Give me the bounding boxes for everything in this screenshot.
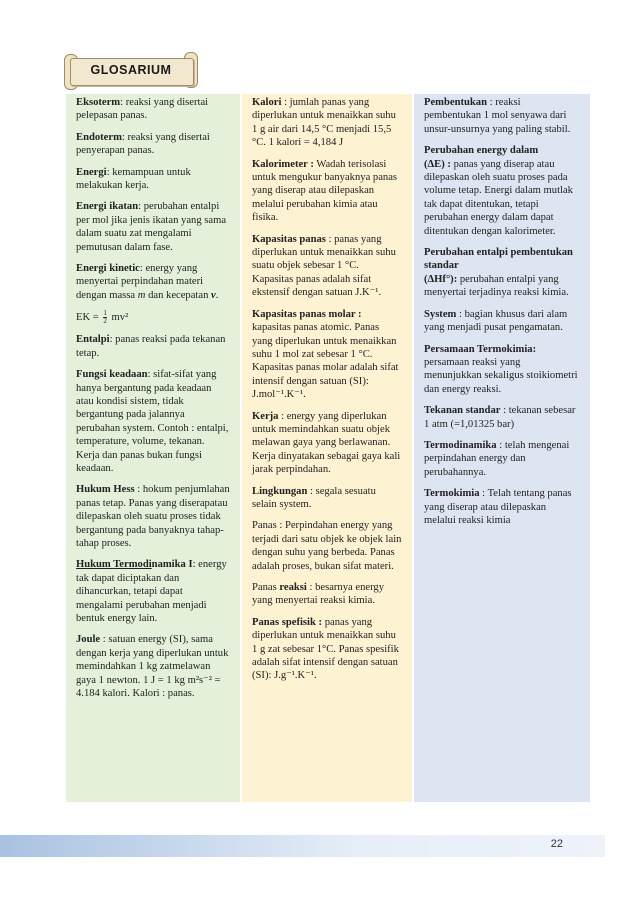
- entry-panas-reaksi: [252, 581, 402, 608]
- entry-energi-kinetic: [76, 262, 230, 302]
- term: Termodinamika: [424, 439, 497, 451]
- definition: : reaksi yang disertai penyerapan panas.: [76, 131, 210, 157]
- entry-energi: [76, 166, 230, 193]
- entry-termokimia: [424, 487, 580, 527]
- entry-panas: [252, 519, 402, 573]
- term: Termokimia: [424, 488, 480, 500]
- entry-tekanan-standar: [424, 404, 580, 431]
- term: Perubahan energy dalam: [424, 145, 539, 157]
- term: Panas spefisik :: [252, 616, 323, 628]
- term: reaksi: [279, 582, 307, 593]
- definition: : reaksi yang disertai pelepasan panas.: [76, 97, 209, 122]
- entry-termodinamika: [424, 439, 580, 479]
- entry-hukum-hess: [76, 483, 230, 550]
- definition: : bagian khusus dari alam yang menjadi pusat pengamatan.: [424, 308, 568, 334]
- entry-system: [424, 308, 580, 335]
- term: Joule: [76, 634, 101, 646]
- fraction-half: [103, 310, 107, 325]
- entry-joule: [76, 633, 230, 700]
- term-part: Termodi: [113, 559, 152, 571]
- formula-ek: [76, 310, 230, 325]
- entry-endoterm: [76, 131, 230, 158]
- definition: : reaksi pembentukan 1 mol senyawa dari unsur-unsurnya yang paling stabil.: [424, 97, 571, 135]
- definition-end: .: [215, 289, 219, 301]
- term: Lingkungan: [252, 485, 308, 497]
- term: Kapasitas panas molar :: [252, 308, 362, 320]
- term: Energi ikatan: [76, 201, 139, 213]
- entry-fungsi-keadaan: [76, 368, 230, 475]
- term: Endoterm: [76, 131, 122, 143]
- entry-perubahan-entalpi: [424, 246, 580, 300]
- entry-kapasitas-panas: [252, 233, 402, 300]
- term: Persamaan Termokimia:: [424, 343, 537, 355]
- term: Eksoterm: [76, 97, 121, 108]
- glosarium-banner: [64, 52, 198, 88]
- definition: : energy tak dapat diciptakan dan dihancurkan, tetapi dapat mengalami perubahan menjadi bentuk energy lain.: [76, 559, 227, 624]
- glossary-column-2: [242, 94, 412, 802]
- definition: : panas yang diperlukan untuk menaikkan suhu suatu objek sebesar 1 °C. Kapasitas panas adalah sifat ekstensif dengan satuan J.K⁻¹.: [252, 233, 396, 299]
- definition: : energy yang menyertai perpindahan materi dengan massa: [76, 263, 204, 301]
- banner-title: GLOSARIUM: [90, 63, 172, 77]
- term: Energi: [76, 166, 107, 178]
- definition: perubahan entalpi yang menyertai terjadinya reaksi kimia.: [424, 273, 569, 299]
- term: Entalpi: [76, 334, 110, 346]
- glossary-column-1: [66, 94, 240, 802]
- definition: : perubahan entalpi per mol jika jenis ikatan yang sama dalam suatu zat mengalami pemutusan dalam fase.: [76, 201, 227, 253]
- entry-kapasitas-panas-molar: [252, 308, 402, 402]
- definition: : jumlah panas yang diperlukan untuk menaikkan suhu 1 g air dari 14,5 °C menjadi 15,5 °C. 1 kalori = 4,184 J: [252, 97, 396, 149]
- term: System: [424, 308, 457, 320]
- entry-perubahan-energy-dalam: [424, 144, 580, 238]
- definition: : hokum penjumlahan panas tetap. Panas yang diserapatau dilepaskan oleh suatu proses tidak bergantung pada banyaknya tahap-tahap proses.: [76, 484, 230, 549]
- term-symbol: (ΔHf°):: [424, 273, 458, 285]
- term: Tekanan standar: [424, 405, 501, 417]
- definition: : Telah tentang panas yang diserap atau dilepaskan melalui reaksi kimia: [424, 488, 572, 526]
- numerator: 1: [103, 309, 107, 318]
- term-symbol: (ΔE) :: [424, 158, 451, 170]
- term: Perubahan entalpi pembentukan standar: [424, 247, 573, 272]
- definition: : telah mengenai perpindahan energy dan perubahannya.: [424, 439, 570, 478]
- definition: : besarnya energy yang menyertai reaksi kimia.: [252, 582, 385, 607]
- entry-pembentukan: [424, 96, 580, 136]
- formula-left: EK =: [76, 312, 102, 324]
- definition: Panas : Perpindahan energy yang terjadi dari satu objek ke objek lain dengan suhu yang berbeda. Panas adalah proses, bukan sifat materi.: [252, 520, 402, 572]
- formula-right: mv²: [108, 312, 129, 324]
- term: Pembentukan: [424, 97, 487, 108]
- entry-kalori: [252, 96, 402, 150]
- entry-energi-ikatan: [76, 200, 230, 254]
- entry-eksoterm: [76, 96, 230, 123]
- definition: Wadah terisolasi untuk mengukur banyaknya panas yang diserap atau dilepaskan melalui perubahan kimia atau fisika.: [252, 158, 398, 224]
- definition: persamaan reaksi yang menunjukkan sekaligus stoikiometri dan energy reaksi.: [424, 356, 578, 395]
- term: Kalorimeter :: [252, 158, 314, 170]
- entry-persamaan-termokimia: [424, 343, 580, 397]
- definition: : segala sesuatu selain system.: [252, 485, 376, 510]
- definition: : kemampuan untuk melakukan kerja.: [76, 166, 191, 192]
- entry-panas-spesifik: [252, 616, 402, 683]
- term: Hukum: [76, 559, 114, 571]
- definition: : panas reaksi pada tekanan tetap.: [76, 334, 226, 359]
- entry-kerja: [252, 410, 402, 477]
- entry-kalorimeter: [252, 158, 402, 225]
- denominator: 2: [103, 317, 107, 326]
- definition-cont: dan kecepatan: [145, 289, 212, 301]
- definition: : energy yang diperlukan untuk memindahkan suatu objek melawan gaya yang berlawanan. Kerja dinyatakan sebagai gaya kali jarak perpindahan.: [252, 410, 401, 476]
- definition: : sifat-sifat yang hanya bergantung pada keadaan atau kondisi sistem, tidak bergantung pada jalannya perubahan system. Contoh : entalpi, temperature, volume, tekanan. Kerja dan panas bukan fungsi keadaan.: [76, 369, 229, 474]
- glossary-column-3: [414, 94, 590, 802]
- definition: panas yang diperlukan untuk menaikkan suhu 1 g zat sebesar 1°C. Panas spesifik adalah sifat intensif dengan satuan (SI): J.g⁻¹.K⁻¹.: [252, 616, 399, 682]
- definition: panas yang diserap atau dilepaskan oleh suatu proses pada volume tetap. Energi dalam mutlak tak dapat ditentukan, tetapi perubahan energy dalam dapat ditentukan dengan kalorimeter.: [424, 158, 573, 237]
- term-part-end: namika I: [151, 559, 193, 571]
- term: Fungsi keadaan: [76, 369, 148, 381]
- term: Kerja: [252, 410, 279, 422]
- entry-hukum-termodinamika: [76, 558, 230, 625]
- term: Energi kinetic: [76, 263, 140, 275]
- symbol-m: m: [137, 289, 146, 301]
- term: Kalori: [252, 97, 282, 108]
- definition: : satuan energy (SI), sama dengan kerja yang diperlukan untuk memindahkan 1 kg zatmelawan gaya 1 newton. 1 J = 1 kg m²s⁻² = 4.184 kalori. Kalori : panas.: [76, 634, 229, 700]
- definition: kapasitas panas atomic. Panas yang diperlukan untuk menaikkan suhu 1 mol zat sebesar 1 °C. Kapasitas panas molar adalah sifat intensif dengan satuan (SI): J.mol⁻¹.K⁻¹.: [252, 322, 399, 401]
- symbol-v: v: [211, 289, 216, 301]
- definition: : tekanan sebesar 1 atm (=1,01325 bar): [424, 405, 576, 430]
- page-number: 22: [550, 838, 563, 850]
- entry-entalpi: [76, 333, 230, 360]
- term-prefix: Panas: [252, 582, 280, 593]
- entry-lingkungan: [252, 485, 402, 512]
- footer-bar: [0, 835, 605, 857]
- term: Hukum Hess: [76, 484, 135, 496]
- term: Kapasitas panas: [252, 233, 326, 245]
